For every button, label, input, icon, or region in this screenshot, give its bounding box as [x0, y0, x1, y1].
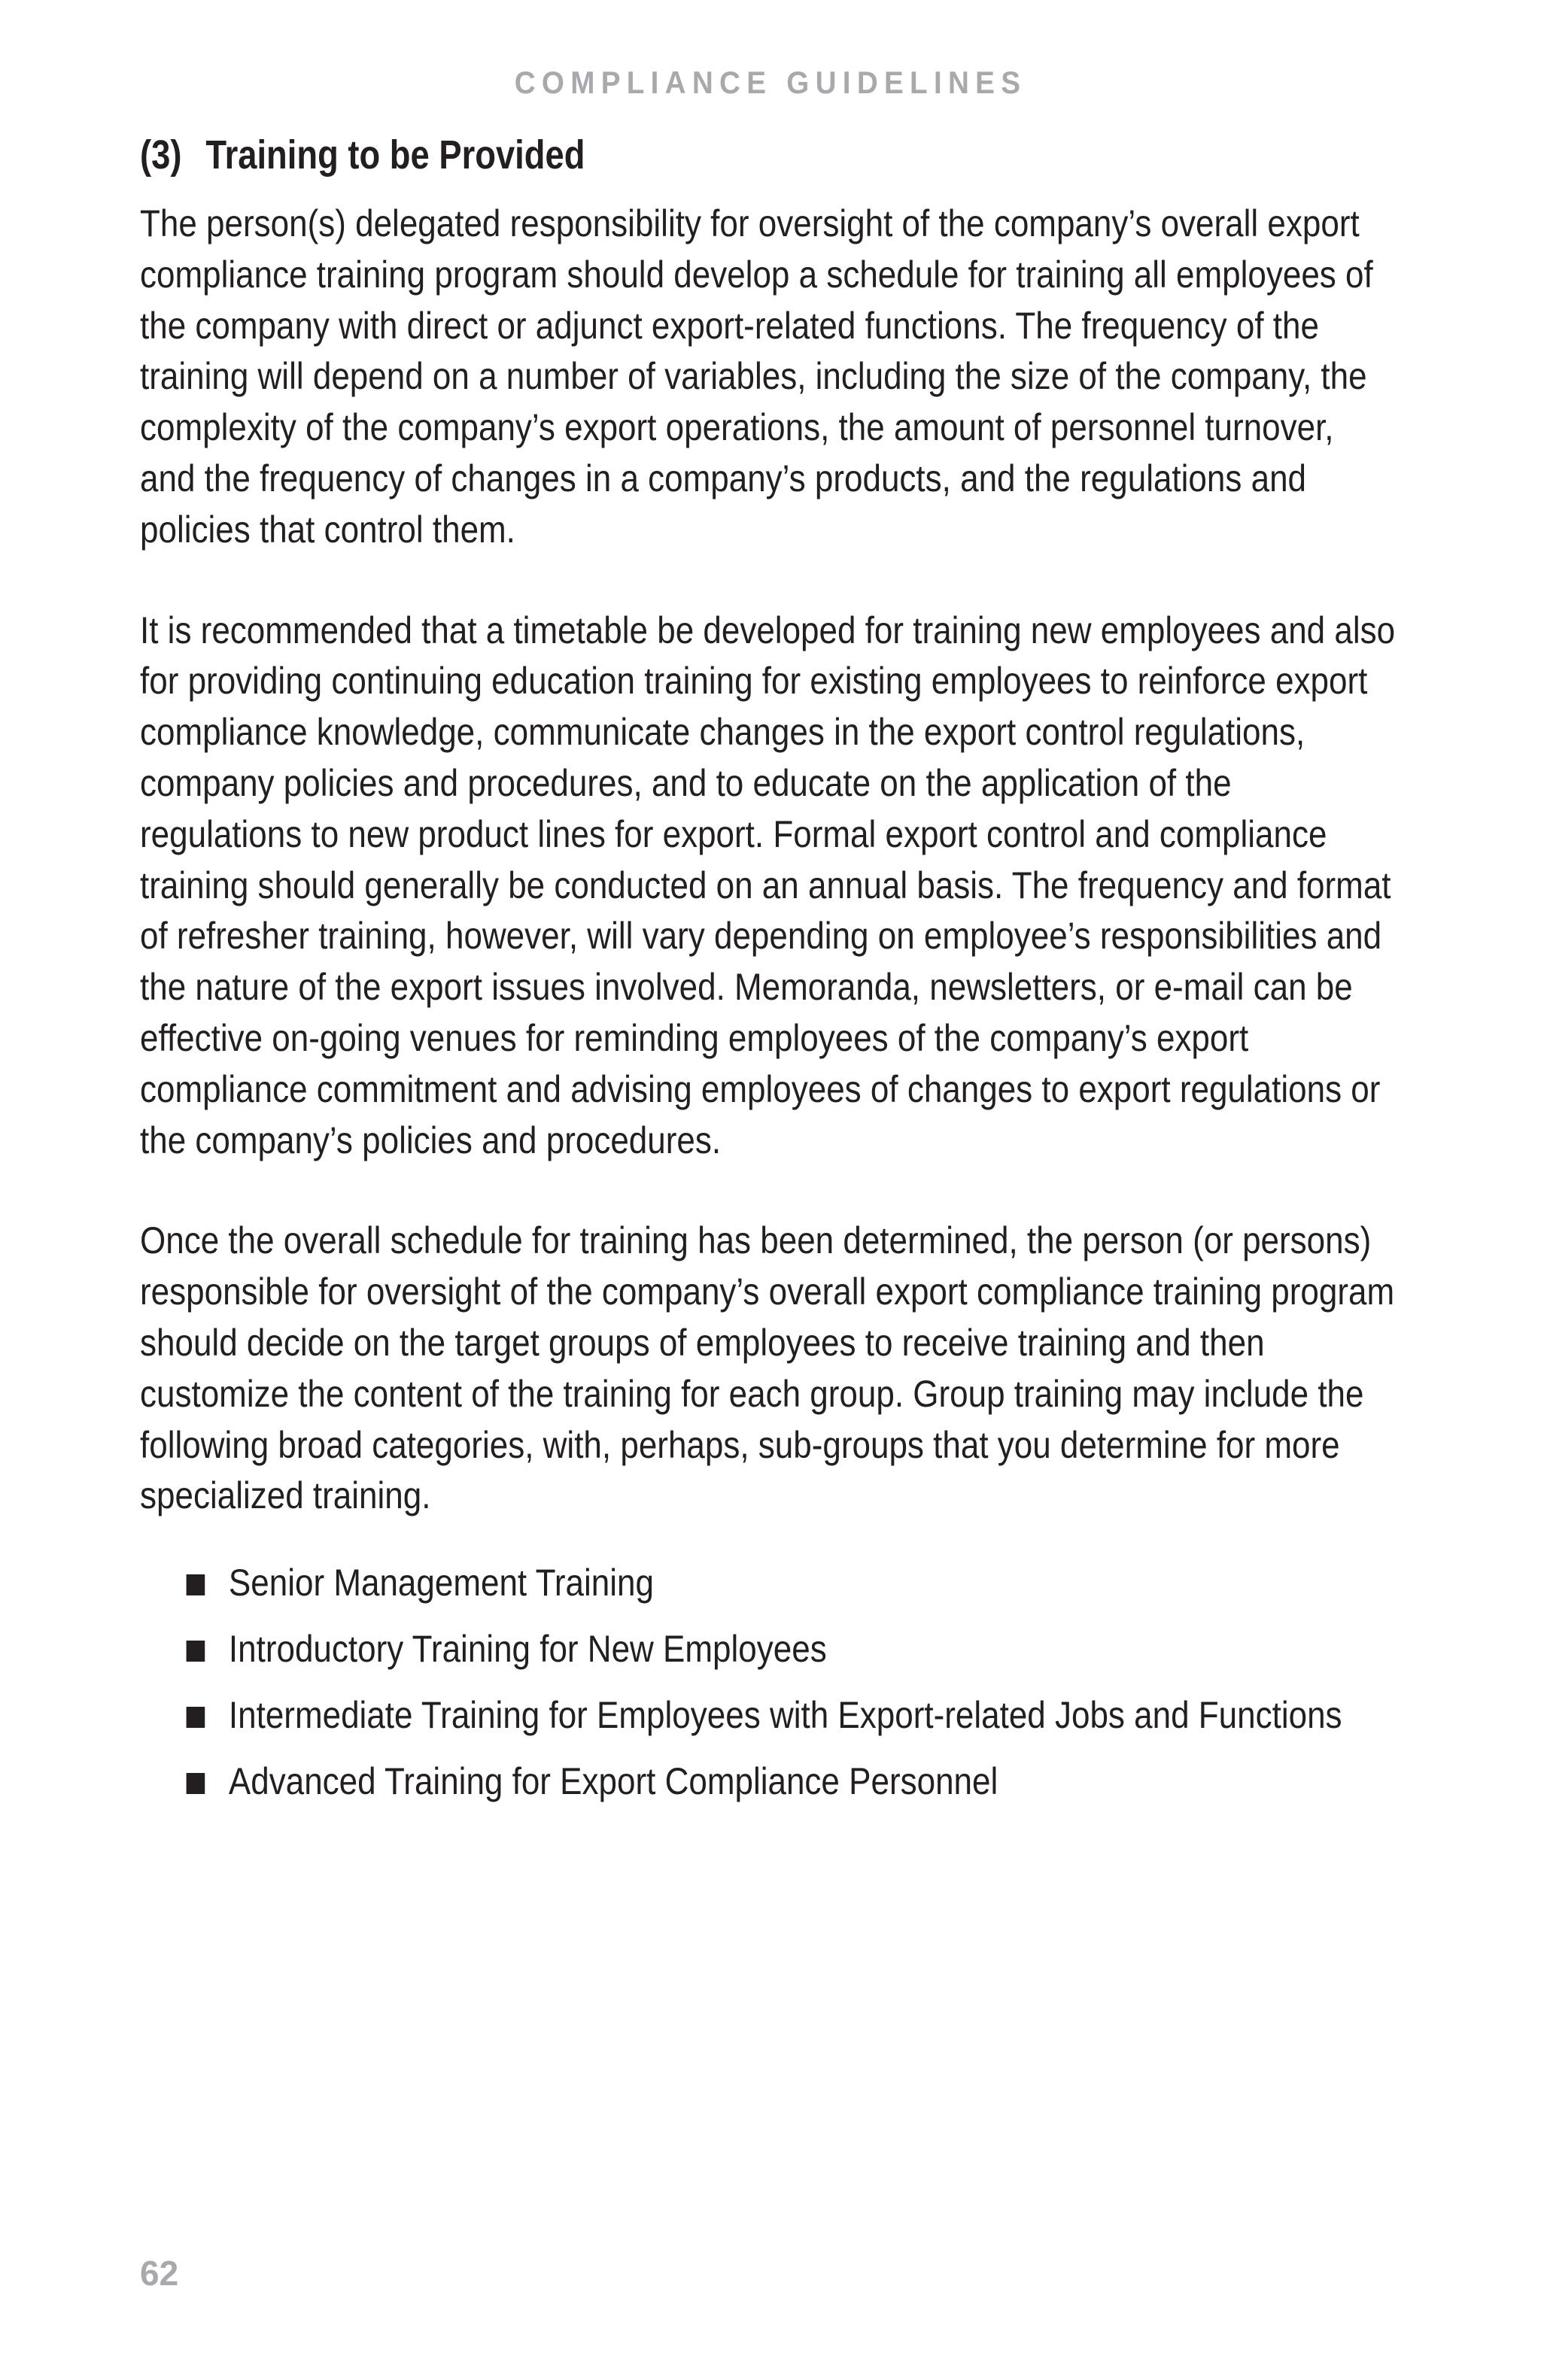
paragraph-1: The person(s) delegated responsibility for oversight of the company’s overall export compliance training program should develop a schedule for training all employees of the company with direct or adjunct export-related functions. The frequency of the training will depend on a number of variables, including the size of the company, the complexity of the company’s export operations, the amount of personnel turnover, and the frequency of changes in a company’s products, and the regulations and policies that control them.	[140, 202, 1373, 551]
page-content	[140, 129, 1404, 1822]
running-header: COMPLIANCE GUIDELINES	[514, 65, 1027, 100]
paragraph-3: Once the overall schedule for training has been determined, the person (or persons) responsible for oversight of the company’s overall export compliance training program should decide on the target groups of employees to receive training and then customize the content of the training for each group. Group training may include the following broad categories, with, perhaps, sub-groups that you determine for more specialized training.	[140, 1219, 1395, 1517]
list-item	[187, 1624, 1445, 1675]
square-bullet-icon	[187, 1574, 205, 1595]
section-number: (3)	[140, 132, 182, 178]
list-item-text: Introductory Training for New Employees	[228, 1627, 827, 1670]
list-item	[187, 1690, 1445, 1741]
square-bullet-icon	[187, 1773, 205, 1794]
list-item-text: Senior Management Training	[228, 1562, 654, 1604]
list-item	[187, 1558, 1445, 1609]
paragraph-2: It is recommended that a timetable be developed for training new employees and also for providing continuing education training for existing employees to reinforce export compliance knowledge, communicate changes in the export control regulations, company policies and procedures, and to educate on the application of the regulations to new product lines for export. Formal export control and compliance training should generally be conducted on an annual basis. The frequency and format of refresher training, however, will vary depending on employee’s responsibilities and the nature of the export issues involved. Memoranda, newsletters, or e-mail can be effective on-going venues for reminding employees of the company’s export compliance commitment and advising employees of changes to export regulations or the company’s policies and procedures.	[140, 609, 1396, 1161]
page-number: 62	[140, 2254, 179, 2293]
list-item-text: Intermediate Training for Employees with Export-related Jobs and Functions	[228, 1693, 1342, 1736]
section-title: Training to be Provided	[205, 132, 585, 178]
section-heading	[140, 129, 1202, 181]
training-categories-list	[140, 1558, 1445, 1807]
list-item-text: Advanced Training for Export Compliance Personnel	[228, 1759, 998, 1802]
list-item	[187, 1756, 1445, 1808]
square-bullet-icon	[187, 1641, 205, 1662]
square-bullet-icon	[187, 1707, 205, 1728]
